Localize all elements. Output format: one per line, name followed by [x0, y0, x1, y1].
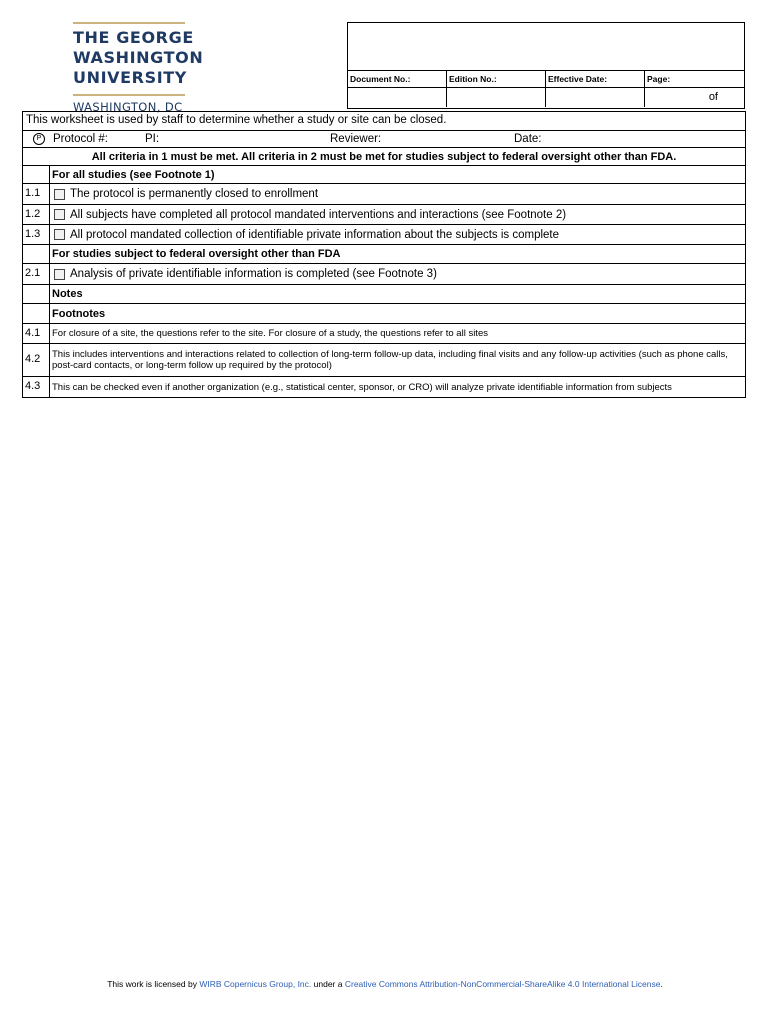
criterion-text: All protocol mandated collection of identifiable private information about the subjects is complete	[70, 228, 560, 241]
criterion-number: 1.3	[23, 225, 50, 244]
criterion-number: 1.2	[23, 205, 50, 224]
document-title-field[interactable]	[348, 23, 744, 71]
section1-header-row	[23, 166, 745, 184]
footer-mid: under a	[311, 979, 345, 989]
footnote-row-4-3	[23, 377, 745, 397]
criterion-number: 1.1	[23, 184, 50, 204]
footnotes-header-row	[23, 304, 745, 324]
footnote-number: 4.3	[23, 377, 50, 397]
protocol-row	[23, 131, 745, 148]
page-label: Page:	[647, 74, 671, 84]
footnote-row-4-1	[23, 324, 745, 344]
criteria-note-row	[23, 148, 745, 166]
footnote-number: 4.1	[23, 324, 50, 343]
logo-rule-bottom	[73, 94, 185, 96]
pi-field[interactable]: PI:	[145, 133, 160, 145]
footnote-text: This includes interventions and interactions related to collection of long-term follow-up data, including final visits and any follow-up activities (such as phone calls, post-card contacts, or long-term follow up required by the protocol)	[52, 349, 728, 371]
logo-city: WASHINGTON, DC	[73, 100, 183, 114]
page-of-field[interactable]: of	[708, 91, 718, 103]
checkbox-1-2[interactable]	[54, 209, 65, 220]
footnote-row-4-2	[23, 344, 745, 377]
section2-header-row	[23, 245, 745, 264]
criterion-text: The protocol is permanently closed to enrollment	[70, 188, 319, 200]
criterion-row-1-2	[23, 205, 745, 225]
criterion-text: Analysis of private identifiable information is completed (see Footnote 3)	[70, 268, 437, 280]
section2-title: For studies subject to federal oversight other than FDA	[52, 248, 341, 260]
section1-title: For all studies (see Footnote 1)	[52, 168, 215, 181]
criterion-row-1-3	[23, 225, 745, 245]
intro-row	[23, 112, 745, 131]
reviewer-field[interactable]: Reviewer:	[330, 133, 382, 145]
notes-row	[23, 285, 745, 304]
checkbox-1-3[interactable]	[54, 229, 65, 240]
footer-prefix: This work is licensed by	[107, 979, 200, 989]
header-value-row	[348, 88, 744, 107]
header-label-row	[348, 71, 744, 88]
footnote-number: 4.2	[23, 344, 50, 376]
protocol-number-field[interactable]: Protocol #:	[53, 133, 108, 145]
edition-number-field[interactable]	[447, 88, 546, 107]
footnote-text: For closure of a site, the questions refer to the site. For closure of a study, the questions refer to all sites	[52, 328, 488, 339]
logo-line-2: WASHINGTON	[73, 48, 204, 67]
edition-number-label: Edition No.:	[447, 71, 546, 87]
license-link[interactable]: Creative Commons Attribution-NonCommercial-ShareAlike 4.0 International License	[344, 979, 661, 989]
document-header-box	[347, 22, 745, 109]
checkbox-2-1[interactable]	[54, 269, 65, 280]
footnote-text: This can be checked even if another organization (e.g., statistical center, sponsor, or CRO) will analyze private identifiable information from subjects	[52, 381, 672, 393]
effective-date-label: Effective Date:	[546, 71, 645, 87]
intro-text: This worksheet is used by staff to determine whether a study or site can be closed.	[26, 114, 447, 126]
logo-line-1: THE GEORGE	[73, 28, 194, 47]
effective-date-field[interactable]	[546, 88, 645, 107]
logo-line-3: UNIVERSITY	[73, 68, 187, 87]
footnotes-title: Footnotes	[52, 307, 106, 320]
footer-suffix: .	[660, 979, 663, 989]
criterion-row-2-1	[23, 264, 745, 285]
license-footer	[0, 979, 770, 989]
document-number-field[interactable]	[348, 88, 447, 107]
criterion-text: All subjects have completed all protocol mandated interventions and interactions (see Footnote 2)	[70, 208, 567, 221]
criteria-note: All criteria in 1 must be met. All criteria in 2 must be met for studies subject to federal oversight other than FDA.	[91, 150, 677, 163]
logo-rule-top	[73, 22, 185, 24]
wcg-link[interactable]: WIRB Copernicus Group, Inc.	[199, 979, 312, 989]
closure-worksheet-table	[22, 111, 746, 398]
notes-title[interactable]: Notes	[52, 288, 83, 300]
criterion-row-1-1	[23, 184, 745, 205]
gwu-logo	[73, 22, 204, 114]
protocol-circle-icon: P	[33, 133, 45, 145]
date-field[interactable]: Date:	[514, 133, 542, 145]
criterion-number: 2.1	[23, 264, 50, 284]
document-number-label: Document No.:	[348, 71, 447, 87]
checkbox-1-1[interactable]	[54, 189, 65, 200]
